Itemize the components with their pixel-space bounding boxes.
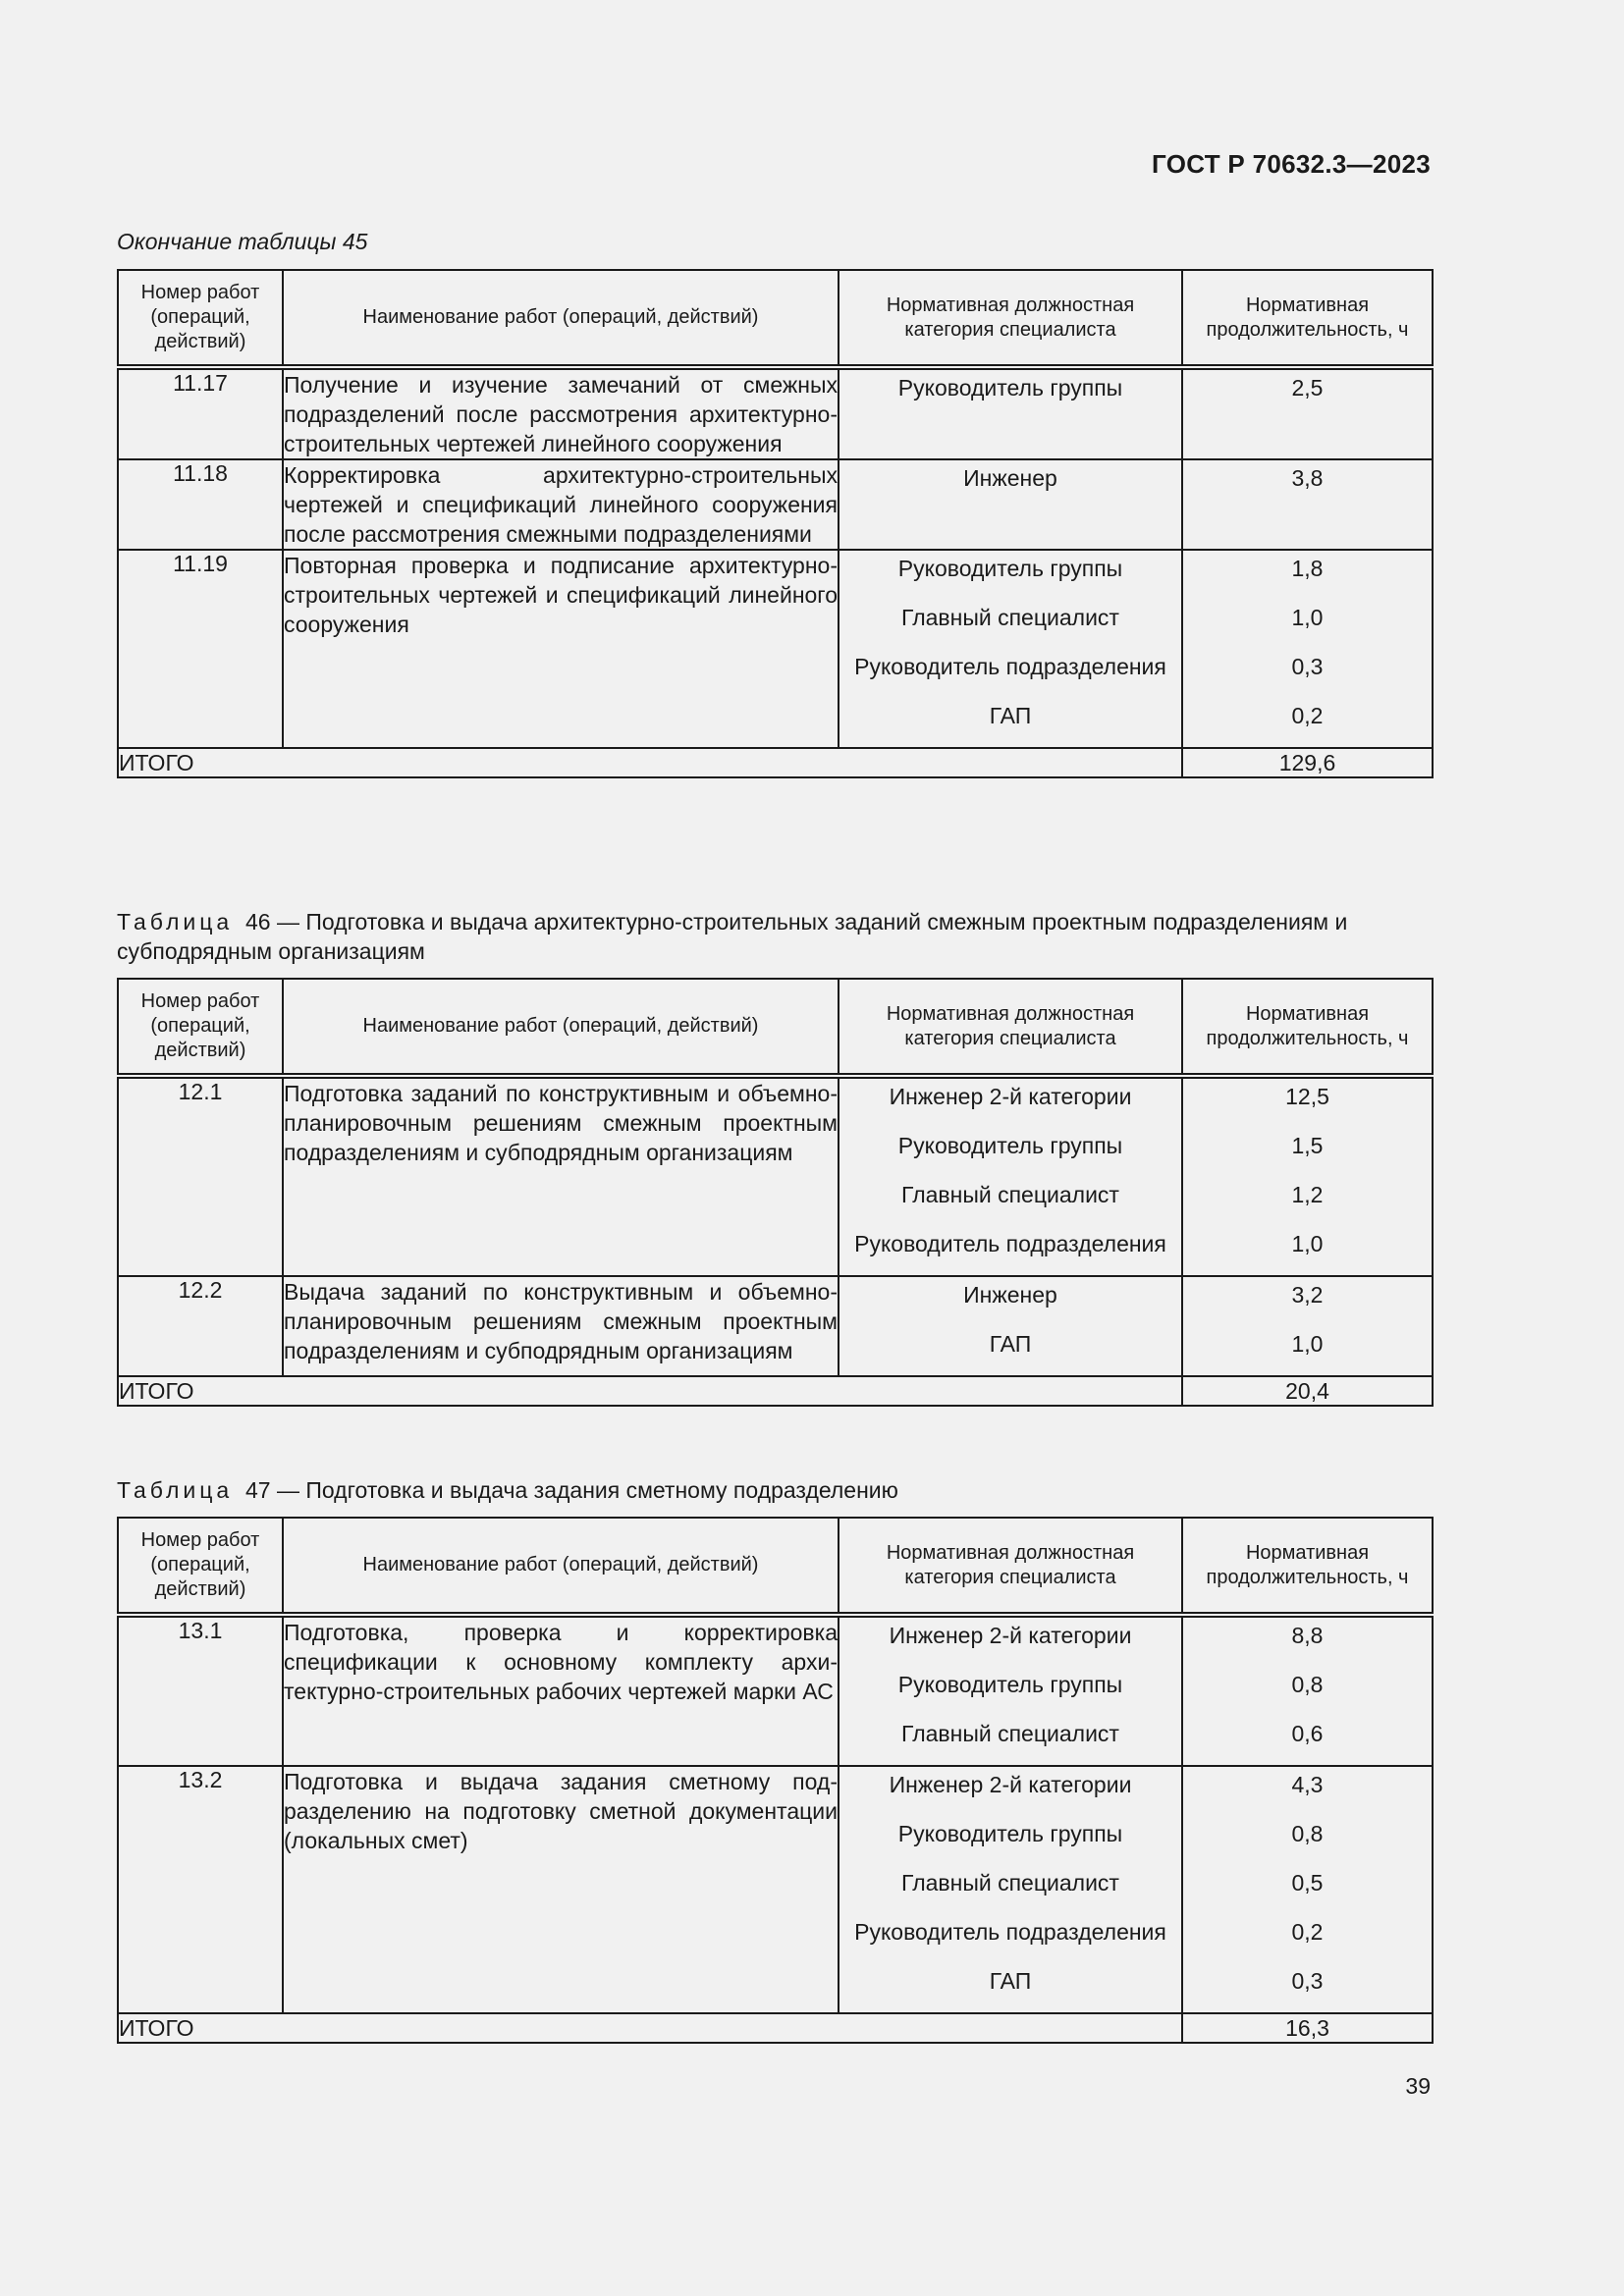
header-duration: Нормативная продолжительность, ч: [1182, 270, 1433, 367]
duration-cell: [1182, 1276, 1433, 1376]
header-duration: Нормативная продолжительность, ч: [1182, 1518, 1433, 1615]
specialist-category: Инженер: [963, 465, 1057, 491]
work-number: 13.1: [118, 1615, 283, 1766]
duration-cell: [1182, 550, 1433, 748]
duration-value: 0,5: [1291, 1870, 1324, 1896]
table-47: [117, 1517, 1434, 2044]
header-specialist-category: Нормативная должностная категория специалиста: [839, 270, 1182, 367]
duration-value: 8,8: [1291, 1623, 1324, 1648]
duration-cell: [1182, 459, 1433, 550]
document-code: ГОСТ Р 70632.3—2023: [1152, 149, 1431, 179]
header-work-name: Наименование работ (операций, действий): [283, 270, 839, 367]
caption-text: — Подготовка и выдача задания сметному подразделению: [276, 1477, 898, 1503]
header-row: [118, 270, 1433, 367]
duration-value: 0,8: [1291, 1821, 1324, 1846]
total-label: ИТОГО: [118, 1376, 1182, 1406]
work-description: Получение и изучение замечаний от смежных подразделений после рассмотрения архитектурно-строительных чертежей линейного сооружения: [283, 367, 839, 459]
specialist-category: Руководитель группы: [897, 1821, 1123, 1846]
table-46-caption: [117, 907, 1433, 966]
specialist-category: Главный специалист: [901, 1182, 1119, 1207]
header-work-number: Номер работ (операций, действий): [118, 979, 283, 1076]
specialist-category-cell: [839, 550, 1182, 748]
duration-value: 0,3: [1291, 654, 1324, 679]
specialist-category: Руководитель группы: [897, 556, 1123, 581]
specialist-category-cell: [839, 1766, 1182, 2013]
specialist-category: Главный специалист: [901, 1870, 1119, 1896]
duration-value: 1,2: [1291, 1182, 1324, 1207]
header-row: [118, 1518, 1433, 1615]
specialist-category-cell: [839, 1276, 1182, 1376]
caption-prefix: Таблица: [117, 909, 234, 934]
work-description: Выдача заданий по конструктивным и объемно-планировочным решениям смежным проектным подразделениям и субподрядным организациям: [283, 1276, 839, 1376]
specialist-category: Руководитель подразделения: [854, 1919, 1166, 1945]
table-row: [118, 550, 1433, 748]
caption-number: 46: [244, 909, 271, 934]
specialist-category-cell: [839, 367, 1182, 459]
specialist-category: Инженер 2-й категории: [889, 1772, 1132, 1797]
header-row: [118, 979, 1433, 1076]
header-work-number: Номер работ (операций, действий): [118, 270, 283, 367]
duration-value: 1,8: [1291, 556, 1324, 581]
specialist-category: Руководитель группы: [897, 1133, 1123, 1158]
duration-value: 1,5: [1291, 1133, 1324, 1158]
total-value: 129,6: [1182, 748, 1433, 777]
page-number: 39: [1405, 2073, 1431, 2099]
total-value: 20,4: [1182, 1376, 1433, 1406]
specialist-category: Руководитель подразделения: [854, 654, 1166, 679]
total-row: [118, 2013, 1433, 2043]
specialist-category-cell: [839, 1076, 1182, 1276]
duration-value: 0,2: [1291, 703, 1324, 728]
header-specialist-category: Нормативная должностная категория специалиста: [839, 979, 1182, 1076]
caption-text: — Подготовка и выдача архитектурно-строительных заданий смежным проектным подразделениям и субподрядным организациям: [117, 909, 1348, 964]
work-description: Корректировка архитектурно-строительных чертежей и спецификаций линейного сооружения после рассмотрения смежными подразделениями: [283, 459, 839, 550]
work-number: 12.2: [118, 1276, 283, 1376]
table-row: [118, 367, 1433, 459]
total-row: [118, 748, 1433, 777]
header-work-name: Наименование работ (операций, действий): [283, 1518, 839, 1615]
specialist-category-cell: [839, 1615, 1182, 1766]
duration-value: 1,0: [1291, 1231, 1324, 1256]
specialist-category: ГАП: [989, 1331, 1032, 1357]
duration-value: 3,2: [1291, 1282, 1324, 1308]
specialist-category: ГАП: [989, 703, 1032, 728]
table-row: [118, 459, 1433, 550]
duration-value: 12,5: [1285, 1084, 1329, 1109]
work-description: Подготовка и выдача задания сметному подразделению на подготовку сметной документации (локальных смет): [283, 1766, 839, 2013]
work-number: 13.2: [118, 1766, 283, 2013]
header-work-number: Номер работ (операций, действий): [118, 1518, 283, 1615]
work-number: 11.18: [118, 459, 283, 550]
table-row: [118, 1276, 1433, 1376]
duration-cell: [1182, 1766, 1433, 2013]
duration-cell: [1182, 1076, 1433, 1276]
table-row: [118, 1766, 1433, 2013]
total-row: [118, 1376, 1433, 1406]
table-46: [117, 978, 1434, 1407]
duration-value: 1,0: [1291, 1331, 1324, 1357]
duration-value: 0,3: [1291, 1968, 1324, 1994]
duration-value: 0,8: [1291, 1672, 1324, 1697]
specialist-category: Руководитель группы: [897, 375, 1123, 400]
specialist-category: Главный специалист: [901, 605, 1119, 630]
specialist-category: Инженер 2-й категории: [889, 1623, 1132, 1648]
table-row: [118, 1076, 1433, 1276]
duration-cell: [1182, 367, 1433, 459]
duration-value: 1,0: [1291, 605, 1324, 630]
table-row: [118, 1615, 1433, 1766]
specialist-category: Инженер 2-й категории: [889, 1084, 1132, 1109]
total-label: ИТОГО: [118, 748, 1182, 777]
header-duration: Нормативная продолжительность, ч: [1182, 979, 1433, 1076]
caption-prefix: Таблица: [117, 1477, 234, 1503]
specialist-category: Руководитель группы: [897, 1672, 1123, 1697]
table-45: [117, 269, 1434, 778]
duration-cell: [1182, 1615, 1433, 1766]
total-value: 16,3: [1182, 2013, 1433, 2043]
specialist-category: ГАП: [989, 1968, 1032, 1994]
duration-value: 3,8: [1291, 465, 1324, 491]
caption-number: 47: [244, 1477, 271, 1503]
table-47-caption: [117, 1475, 1433, 1505]
total-label: ИТОГО: [118, 2013, 1182, 2043]
header-specialist-category: Нормативная должностная категория специалиста: [839, 1518, 1182, 1615]
specialist-category-cell: [839, 459, 1182, 550]
header-work-name: Наименование работ (операций, действий): [283, 979, 839, 1076]
work-number: 11.19: [118, 550, 283, 748]
work-number: 11.17: [118, 367, 283, 459]
specialist-category: Инженер: [963, 1282, 1057, 1308]
work-description: Подготовка заданий по конструктивным и объемно-планировочным решениям смежным проектным подразделениям и субподрядным организациям: [283, 1076, 839, 1276]
duration-value: 2,5: [1291, 375, 1324, 400]
duration-value: 0,2: [1291, 1919, 1324, 1945]
duration-value: 4,3: [1291, 1772, 1324, 1797]
table-45-continuation-label: Окончание таблицы 45: [117, 229, 368, 254]
work-number: 12.1: [118, 1076, 283, 1276]
work-description: Подготовка, проверка и корректировка спецификации к основному комплекту архитектурно-строительных рабочих чертежей марки АС: [283, 1615, 839, 1766]
work-description: Повторная проверка и подписание архитектурно-строительных чертежей и спецификаций линейного сооружения: [283, 550, 839, 748]
duration-value: 0,6: [1291, 1721, 1324, 1746]
specialist-category: Руководитель подразделения: [854, 1231, 1166, 1256]
specialist-category: Главный специалист: [901, 1721, 1119, 1746]
